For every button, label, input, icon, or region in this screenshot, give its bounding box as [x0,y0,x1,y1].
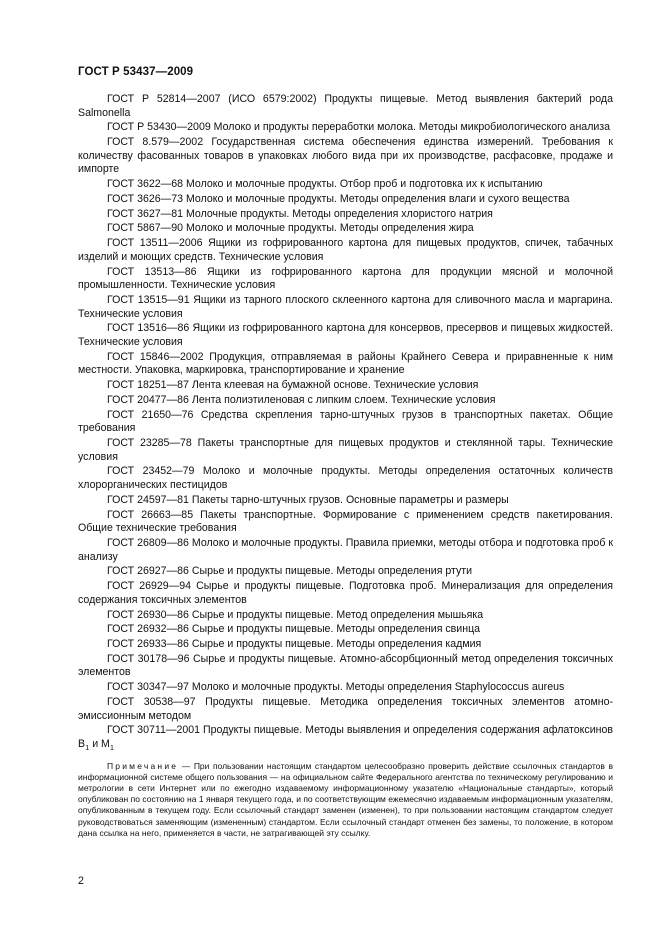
reference-item: ГОСТ 26929—94 Сырье и продукты пищевые. Подготовка проб. Минерализация для определения содержания токсичных элементов [78,580,613,606]
page-number: 2 [78,875,84,887]
reference-item: ГОСТ 23452—79 Молоко и молочные продукты. Методы определения остаточных количеств хлорорганических пестицидов [78,465,613,492]
reference-item: ГОСТ 21650—76 Средства скрепления тарно-штучных грузов в транспортных пакетах. Общие требования [78,408,613,435]
reference-item: ГОСТ 26663—85 Пакеты транспортные. Формирование с применением средств пакетирования. Общие технические требования [78,508,613,535]
reference-item: ГОСТ 13515—91 Ящики из тарного плоского склеенного картона для сливочного масла и маргарина. Технические условия [78,294,613,320]
reference-item: ГОСТ 8.579—2002 Государственная система обеспечения единства измерений. Требования к количеству фасованных товаров в упаковках любого вида при их производстве, расфасовке, продаже и импорте [78,136,613,176]
reference-item-last: ГОСТ 30711—2001 Продукты пищевые. Методы выявления и определения содержания афлатоксинов $B_1$ и $M_1$ [78,724,613,753]
note-text: — При пользовании настоящим стандартом целесообразно проверить действие ссылочных стандартов в информационной системе общего пользования — на официальном сайте Федерального агентства по техническому регулированию и метрологии в сети Интернет или по ежегодно издаваемому информационному указателю «Национальные стандарты», который опубликован по состоянию на 1 января текущего года, и по соответствующим ежемесячно издаваемым информационным указателям, опубликованным в текущем году. Если ссылочный стандарт заменен (изменен), то при пользовании настоящим стандартом следует руководствоваться заменяющим (измененным) стандартом. Если ссылочный стандарт отменен без замены, то положение, в котором дана ссылка на него, применяется в части, не затрагивающей эту ссылку. [78,760,613,838]
reference-item: ГОСТ 13516—86 Ящики из гофрированного картона для консервов, пресервов и пищевых жидкостей. Технические условия [78,322,613,348]
reference-item: ГОСТ 18251—87 Лента клеевая на бумажной основе. Технические условия [107,379,479,392]
reference-item: ГОСТ 26809—86 Молоко и молочные продукты. Правила приемки, методы отбора и подготовка проб к анализу [78,536,613,563]
reference-item: ГОСТ 15846—2002 Продукция, отправляемая в районы Крайнего Севера и приравненные к ним местности. Упаковка, маркировка, транспортирование и хранение [78,350,613,377]
reference-item: ГОСТ 24597—81 Пакеты тарно-штучных грузов. Основные параметры и размеры [107,493,509,506]
reference-item: ГОСТ 13513—86 Ящики из гофрированного картона для продукции мясной и молочной промышленности. Технические условия [78,265,613,292]
note-label: Примечание [107,760,179,771]
reference-item: ГОСТ 23285—78 Пакеты транспортные для пищевых продуктов и стеклянной тары. Технические условия [78,437,613,463]
reference-item: ГОСТ 26932—86 Сырье и продукты пищевые. Методы определения свинца [107,623,481,636]
normative-references-list [78,93,613,848]
reference-item: ГОСТ 5867—90 Молоко и молочные продукты. Методы определения жира [107,222,474,235]
reference-item: ГОСТ Р 52814—2007 (ИСО 6579:2002) Продукты пищевые. Метод выявления бактерий рода Salmonella [78,93,613,119]
reference-item: ГОСТ 3622—68 Молоко и молочные продукты. Отбор проб и подготовка их к испытанию [107,178,543,191]
document-code-header: ГОСТ Р 53437—2009 [78,66,194,78]
reference-item: ГОСТ 3626—73 Молоко и молочные продукты. Методы определения влаги и сухого вещества [107,192,570,205]
reference-item: ГОСТ 26933—86 Сырье и продукты пищевые. Методы определения кадмия [107,638,482,651]
reference-item: ГОСТ 26930—86 Сырье и продукты пищевые. Метод определения мышьяка [107,608,484,621]
reference-item: ГОСТ 13511—2006 Ящики из гофрированного картона для пищевых продуктов, спичек, табачных изделий и моющих средств. Технические условия [78,237,613,263]
reference-item: ГОСТ 20477—86 Лента полиэтиленовая с липким слоем. Технические условия [107,393,496,406]
note-paragraph [78,761,613,839]
reference-item: ГОСТ 30538—97 Продукты пищевые. Методика определения токсичных элементов атомно-эмиссионным методом [78,696,613,722]
reference-item: ГОСТ Р 53430—2009 Молоко и продукты переработки молока. Методы микробиологического анализа [107,121,611,134]
reference-item: ГОСТ 30178—96 Сырье и продукты пищевые. Атомно-абсорбционный метод определения токсичных элементов [78,652,613,679]
reference-item: ГОСТ 30347—97 Молоко и молочные продукты. Методы определения Staphylococcus aureus [107,681,565,694]
reference-item: ГОСТ 26927—86 Сырье и продукты пищевые. Методы определения ртути [107,565,473,578]
reference-item: ГОСТ 3627—81 Молочные продукты. Методы определения хлористого натрия [107,207,493,220]
